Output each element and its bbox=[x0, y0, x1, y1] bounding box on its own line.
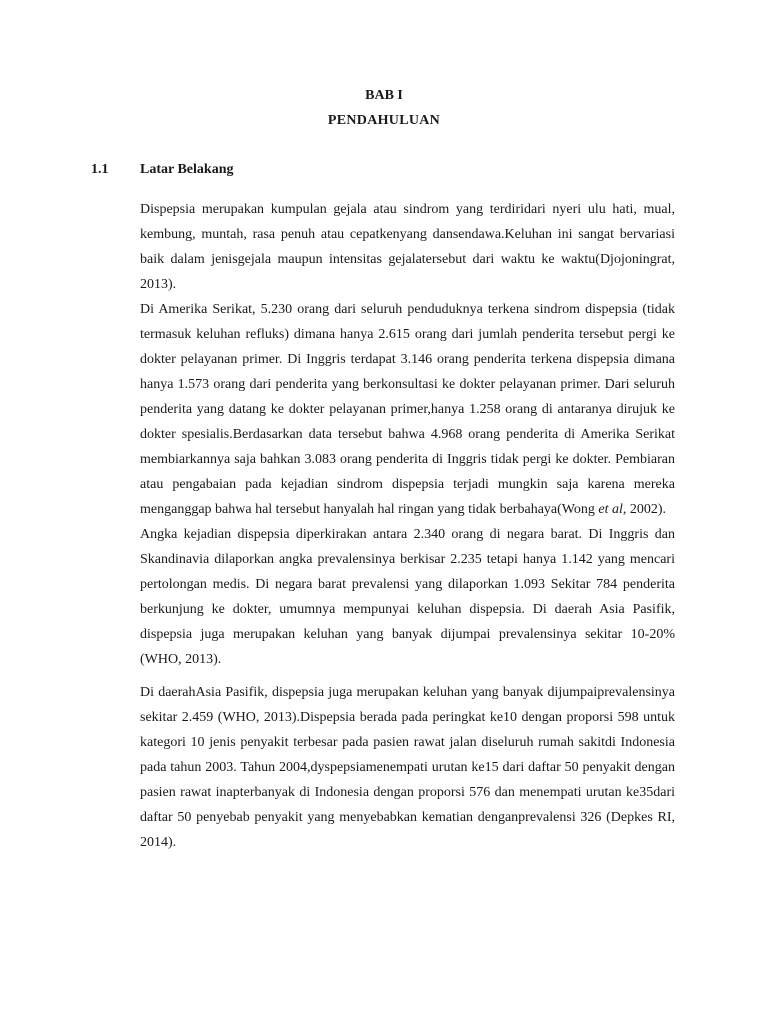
section-number: 1.1 bbox=[91, 162, 109, 177]
citation-et-al: et al bbox=[598, 502, 623, 517]
chapter-label: BAB I bbox=[365, 88, 403, 103]
paragraph-definition: Dispepsia merupakan kumpulan gejala atau sindrom yang terdiridari nyeri ulu hati, mual, kembung, muntah, rasa penuh atau cepatkenyang dansendawa.Keluhan ini sangat bervariasi baik dalam jenisgejala maupun intensitas gejalatersebut dari waktu ke waktu(Djojoningrat, 2013). bbox=[140, 202, 675, 292]
paragraph-usa-uk-text: Di Amerika Serikat, 5.230 orang dari seluruh penduduknya terkena sindrom dispepsia (tidak termasuk keluhan refluks) dimana hanya 2.615 orang dari jumlah penderita tersebut pergi ke dokter pelayanan primer. Di Inggris terdapat 3.146 orang penderita terkena dispepsia dimana hanya 1.573 orang dari penderita yang berkonsultasi ke dokter pelayanan primer. Dari seluruh penderita yang datang ke dokter pelayanan primer,hanya 1.258 orang di antaranya dirujuk ke dokter spesialis.Berdasarkan data tersebut bahwa 4.968 orang penderita di Amerika Serikat membiarkannya saja bahkan 3.083 orang penderita di Inggris tidak pergi ke dokter. Pembiaran atau pengabaian pada kejadian sindrom dispepsia terjadi mungkin saja karena mereka menganggap bahwa hal tersebut hanyalah hal ringan yang tidak berbahaya(Wong bbox=[140, 302, 675, 517]
section-title: Latar Belakang bbox=[140, 162, 234, 177]
paragraph-asia-pacific: Di daerahAsia Pasifik, dispepsia juga merupakan keluhan yang banyak dijumpaiprevalensinya sekitar 2.459 (WHO, 2013).Dispepsia berada pada peringkat ke10 dengan proporsi 598 untuk kategori 10 jenis penyakit terbesar pada pasien rawat jalan diseluruh rumah sakitdi Indonesia pada tahun 2003. Tahun 2004,dyspepsiamenempati urutan ke15 dari daftar 50 penyakit dengan pasien rawat inapterbanyak di Indonesia dengan proporsi 576 dan menempati urutan ke35dari daftar 50 penyebab penyakit yang menyebabkan kematian denganprevalensi 326 (Depkes RI, 2014). bbox=[140, 685, 675, 850]
section-heading bbox=[91, 161, 233, 179]
paragraph-usa-uk bbox=[140, 297, 675, 522]
body-text bbox=[140, 197, 675, 855]
paragraph-incidence: Angka kejadian dispepsia diperkirakan antara 2.340 orang di negara barat. Di Inggris dan Skandinavia dilaporkan angka prevalensinya berkisar 2.235 tetapi hanya 1.142 yang mencari pertolongan medis. Di negara barat prevalensi yang dilaporkan 1.093 Sekitar 784 penderita berkunjung ke dokter, umumnya mempunyai keluhan dispepsia. Di daerah Asia Pasifik, dispepsia juga merupakan keluhan yang banyak dijumpai prevalensinya sekitar 10-20% (WHO, 2013). bbox=[140, 527, 675, 667]
chapter-title: PENDAHULUAN bbox=[327, 113, 441, 128]
citation-year: , 2002). bbox=[622, 502, 667, 517]
